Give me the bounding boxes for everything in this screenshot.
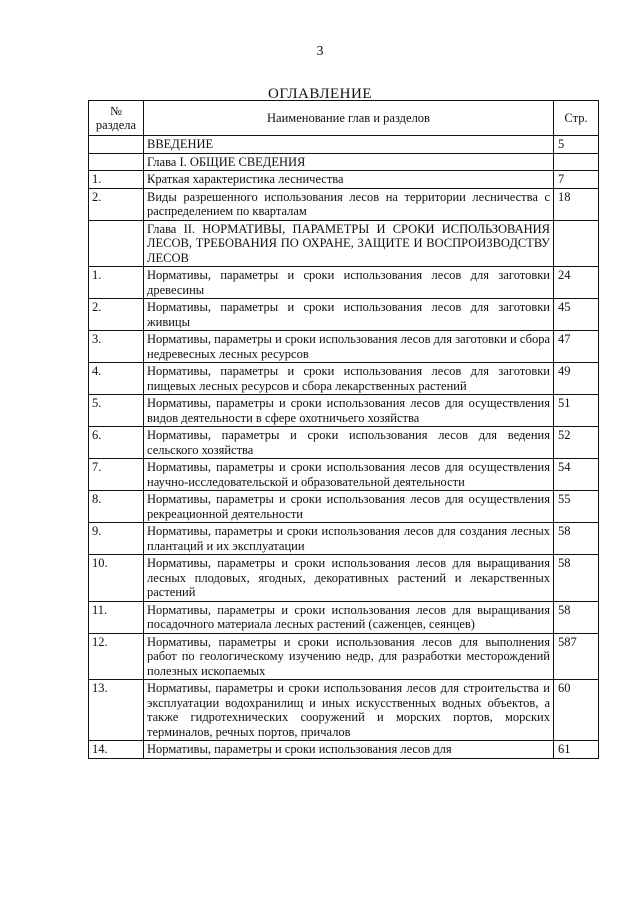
section-number	[89, 136, 144, 154]
section-title: Виды разрешенного использования лесов на территории лесничества с распределением по кварталам	[144, 188, 554, 220]
page-number-cell: 61	[554, 741, 599, 759]
section-number: 10.	[89, 555, 144, 602]
contents-table	[88, 100, 599, 759]
table-row	[89, 459, 599, 491]
page-number-cell: 60	[554, 680, 599, 741]
page-number-cell: 54	[554, 459, 599, 491]
section-number: 4.	[89, 363, 144, 395]
section-title: Нормативы, параметры и сроки использования лесов для заготовки и сбора недревесных лесных ресурсов	[144, 331, 554, 363]
table-row	[89, 299, 599, 331]
table-row	[89, 427, 599, 459]
page-number-cell: 58	[554, 555, 599, 602]
section-number: 1.	[89, 171, 144, 189]
section-number: 1.	[89, 267, 144, 299]
section-number	[89, 153, 144, 171]
page-number-cell	[554, 153, 599, 171]
section-number	[89, 220, 144, 267]
table-header-row	[89, 101, 599, 136]
section-title: Нормативы, параметры и сроки использования лесов для заготовки пищевых лесных ресурсов и сбора лекарственных растений	[144, 363, 554, 395]
page-number-cell: 5	[554, 136, 599, 154]
page-number-cell: 51	[554, 395, 599, 427]
page-number-cell: 49	[554, 363, 599, 395]
page-number-cell	[554, 220, 599, 267]
table-row	[89, 395, 599, 427]
section-number: 13.	[89, 680, 144, 741]
table-row	[89, 601, 599, 633]
section-number: 11.	[89, 601, 144, 633]
section-number: 7.	[89, 459, 144, 491]
table-row	[89, 220, 599, 267]
page-number-cell: 45	[554, 299, 599, 331]
section-title: Нормативы, параметры и сроки использования лесов для создания лесных плантаций и их эксплуатации	[144, 523, 554, 555]
header-name: Наименование глав и разделов	[144, 101, 554, 136]
section-number: 9.	[89, 523, 144, 555]
table-row	[89, 555, 599, 602]
section-number: 5.	[89, 395, 144, 427]
document-title: ОГЛАВЛЕНИЕ	[268, 86, 372, 102]
section-title: ВВЕДЕНИЕ	[144, 136, 554, 154]
section-title: Нормативы, параметры и сроки использования лесов для заготовки живицы	[144, 299, 554, 331]
page-number: 3	[316, 44, 324, 59]
section-title: Нормативы, параметры и сроки использования лесов для выращивания посадочного материала лесных растений (саженцев, сеянцев)	[144, 601, 554, 633]
section-number: 14.	[89, 741, 144, 759]
page-number-cell: 55	[554, 491, 599, 523]
section-title: Нормативы, параметры и сроки использования лесов для заготовки древесины	[144, 267, 554, 299]
section-number: 2.	[89, 299, 144, 331]
section-title: Нормативы, параметры и сроки использования лесов для выполнения работ по геологическому изучению недр, для разработки месторождений полезных ископаемых	[144, 633, 554, 680]
section-title: Глава II. НОРМАТИВЫ, ПАРАМЕТРЫ И СРОКИ ИСПОЛЬЗОВАНИЯ ЛЕСОВ, ТРЕБОВАНИЯ ПО ОХРАНЕ, ЗАЩИТЕ И ВОСПРОИЗВОДСТВУ ЛЕСОВ	[144, 220, 554, 267]
section-title: Нормативы, параметры и сроки использования лесов для осуществления видов деятельности в сфере охотничьего хозяйства	[144, 395, 554, 427]
table-row	[89, 491, 599, 523]
header-page: Стр.	[554, 101, 599, 136]
table-row	[89, 136, 599, 154]
section-title: Нормативы, параметры и сроки использования лесов для	[144, 741, 554, 759]
section-number: 2.	[89, 188, 144, 220]
section-number: 3.	[89, 331, 144, 363]
table-row	[89, 633, 599, 680]
section-title: Нормативы, параметры и сроки использования лесов для ведения сельского хозяйства	[144, 427, 554, 459]
section-title: Краткая характеристика лесничества	[144, 171, 554, 189]
section-title: Нормативы, параметры и сроки использования лесов для выращивания лесных плодовых, ягодных, декоративных растений и лекарственных растений	[144, 555, 554, 602]
page-number-cell: 52	[554, 427, 599, 459]
table-row	[89, 153, 599, 171]
table-row	[89, 267, 599, 299]
table-row	[89, 680, 599, 741]
section-title: Нормативы, параметры и сроки использования лесов для осуществления рекреационной деятельности	[144, 491, 554, 523]
page-number-cell: 58	[554, 523, 599, 555]
table-row	[89, 363, 599, 395]
section-title: Нормативы, параметры и сроки использования лесов для осуществления научно-исследовательской и образовательной деятельности	[144, 459, 554, 491]
page-number-cell: 58	[554, 601, 599, 633]
page-number-cell: 47	[554, 331, 599, 363]
page-number-cell: 18	[554, 188, 599, 220]
table-row	[89, 171, 599, 189]
page-number-cell: 587	[554, 633, 599, 680]
table-row	[89, 523, 599, 555]
section-title: Нормативы, параметры и сроки использования лесов для строительства и эксплуатации водохранилищ и иных искусственных водных объектов, а также гидротехнических сооружений и морских портов, морских терминалов, речных портов, причалов	[144, 680, 554, 741]
page-number-cell: 24	[554, 267, 599, 299]
section-number: 8.	[89, 491, 144, 523]
section-number: 12.	[89, 633, 144, 680]
section-title: Глава I. ОБЩИЕ СВЕДЕНИЯ	[144, 153, 554, 171]
header-num: № раздела	[89, 101, 144, 136]
section-number: 6.	[89, 427, 144, 459]
table-row	[89, 741, 599, 759]
table-row	[89, 188, 599, 220]
page-number-cell: 7	[554, 171, 599, 189]
table-row	[89, 331, 599, 363]
